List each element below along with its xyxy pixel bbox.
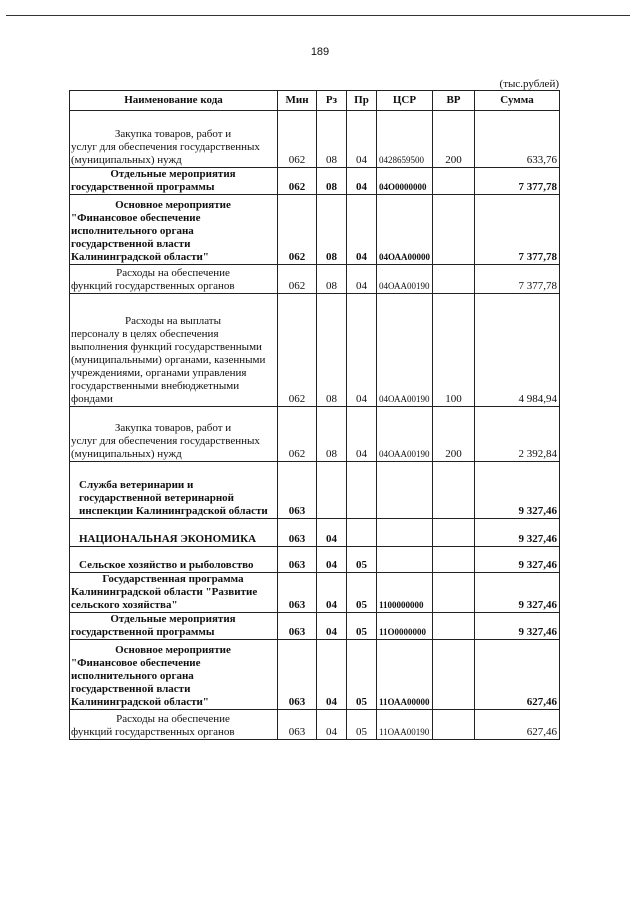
row-name-line: Закупка товаров, работ и [114, 128, 232, 140]
row-vr [433, 265, 475, 294]
row-csr: 11ОАА00190 [377, 710, 433, 740]
row-min: 062 [278, 407, 317, 462]
row-name-line: инспекции Калининградской области [79, 505, 268, 517]
row-pr: 04 [347, 294, 377, 407]
col-header-name: Наименование кода [70, 91, 278, 111]
row-pr: 05 [347, 710, 377, 740]
row-sum: 2 392,84 [475, 407, 560, 462]
table-row [70, 407, 560, 462]
row-name-line: "Финансовое обеспечение [71, 212, 201, 224]
table-row [70, 640, 560, 710]
row-sum: 9 327,46 [475, 547, 560, 573]
row-sum: 627,46 [475, 710, 560, 740]
row-vr [433, 640, 475, 710]
row-min: 063 [278, 640, 317, 710]
row-name-line: персоналу в целях обеспечения [71, 328, 219, 340]
row-name-line: Основное мероприятие [115, 644, 231, 656]
row-vr [433, 710, 475, 740]
row-name-line: услуг для обеспечения государственных [71, 141, 260, 153]
row-name [70, 195, 278, 265]
row-rz: 08 [317, 111, 347, 168]
row-name-line: Отдельные мероприятия [110, 613, 236, 625]
row-csr [377, 462, 433, 519]
row-name-line: Отдельные мероприятия [110, 168, 236, 180]
row-pr: 04 [347, 195, 377, 265]
row-rz: 04 [317, 710, 347, 740]
table-row [70, 710, 560, 740]
row-rz: 08 [317, 407, 347, 462]
budget-table [69, 90, 560, 740]
row-csr: 04ОАА00190 [377, 294, 433, 407]
row-name-line: Калининградской области" [71, 696, 209, 708]
row-name-line: государственными внебюджетными [71, 380, 240, 392]
row-pr: 04 [347, 111, 377, 168]
row-min: 063 [278, 613, 317, 640]
row-name-line: функций государственных органов [71, 726, 235, 738]
row-name-line: государственной программы [71, 181, 215, 193]
row-name [70, 640, 278, 710]
row-csr: 1100000000 [377, 573, 433, 613]
row-sum: 9 327,46 [475, 462, 560, 519]
row-csr: 04ОАА00190 [377, 265, 433, 294]
row-name [70, 710, 278, 740]
row-name-line: государственной власти [71, 238, 191, 250]
row-name [70, 519, 278, 547]
row-csr: 11ОАА00000 [377, 640, 433, 710]
row-sum: 7 377,78 [475, 265, 560, 294]
row-name [70, 547, 278, 573]
row-csr: 0428659500 [377, 111, 433, 168]
row-name [70, 168, 278, 195]
row-sum: 7 377,78 [475, 168, 560, 195]
row-vr [433, 613, 475, 640]
row-name-line: Расходы на обеспечение [116, 713, 230, 725]
row-name [70, 462, 278, 519]
row-vr: 200 [433, 407, 475, 462]
row-name-line: фондами [71, 393, 113, 405]
col-header-sum: Сумма [475, 91, 560, 111]
row-rz: 08 [317, 265, 347, 294]
row-vr: 200 [433, 111, 475, 168]
row-min: 063 [278, 573, 317, 613]
row-pr [347, 519, 377, 547]
row-min: 062 [278, 168, 317, 195]
row-rz [317, 462, 347, 519]
row-min: 063 [278, 710, 317, 740]
row-min: 063 [278, 519, 317, 547]
table-row [70, 519, 560, 547]
row-sum: 9 327,46 [475, 573, 560, 613]
row-sum: 627,46 [475, 640, 560, 710]
row-rz: 04 [317, 573, 347, 613]
row-vr [433, 519, 475, 547]
col-header-min: Мин [278, 91, 317, 111]
row-vr [433, 168, 475, 195]
col-header-csr: ЦСР [377, 91, 433, 111]
row-name-line: Государственная программа [102, 573, 244, 585]
row-name-line: услуг для обеспечения государственных [71, 435, 260, 447]
row-csr: 04ОАА00000 [377, 195, 433, 265]
table-row [70, 547, 560, 573]
row-name [70, 294, 278, 407]
row-sum: 633,76 [475, 111, 560, 168]
row-min: 062 [278, 294, 317, 407]
row-sum: 9 327,46 [475, 613, 560, 640]
row-name [70, 265, 278, 294]
row-pr: 05 [347, 573, 377, 613]
row-name-line: "Финансовое обеспечение [71, 657, 201, 669]
row-pr: 05 [347, 613, 377, 640]
col-header-rz: Рз [317, 91, 347, 111]
row-pr: 05 [347, 547, 377, 573]
row-vr [433, 195, 475, 265]
row-pr: 04 [347, 168, 377, 195]
row-min: 062 [278, 265, 317, 294]
row-pr: 04 [347, 407, 377, 462]
row-rz: 08 [317, 195, 347, 265]
row-name-line: учреждениями, органами управления [71, 367, 247, 379]
row-name-line: Служба ветеринарии и [79, 479, 194, 491]
row-sum: 9 327,46 [475, 519, 560, 547]
row-vr: 100 [433, 294, 475, 407]
table-row [70, 111, 560, 168]
table-header [70, 91, 560, 111]
row-name-line: государственной программы [71, 626, 215, 638]
row-sum: 4 984,94 [475, 294, 560, 407]
row-vr [433, 462, 475, 519]
row-pr [347, 462, 377, 519]
row-min: 062 [278, 111, 317, 168]
row-name-line: сельского хозяйства" [71, 599, 178, 611]
row-name-line: Расходы на выплаты [124, 315, 221, 327]
row-vr [433, 573, 475, 613]
row-name [70, 613, 278, 640]
page-number: 189 [310, 46, 330, 58]
row-name-line: Основное мероприятие [115, 199, 231, 211]
row-name-line: функций государственных органов [71, 280, 235, 292]
row-rz: 04 [317, 640, 347, 710]
row-pr: 04 [347, 265, 377, 294]
table-row [70, 462, 560, 519]
row-sum: 7 377,78 [475, 195, 560, 265]
table-row [70, 195, 560, 265]
row-csr [377, 547, 433, 573]
row-pr: 05 [347, 640, 377, 710]
row-name-line: государственной власти [71, 683, 191, 695]
row-name-line: Закупка товаров, работ и [114, 422, 232, 434]
row-name-line: НАЦИОНАЛЬНАЯ ЭКОНОМИКА [79, 533, 257, 545]
row-vr [433, 547, 475, 573]
table-row [70, 168, 560, 195]
table-row [70, 265, 560, 294]
row-name-line: Расходы на обеспечение [116, 267, 230, 279]
table-row [70, 294, 560, 407]
row-name-line: (муниципальных) нужд [71, 154, 182, 166]
row-min: 063 [278, 547, 317, 573]
row-rz: 04 [317, 613, 347, 640]
row-rz: 04 [317, 547, 347, 573]
top-rule [6, 15, 630, 16]
row-min: 062 [278, 195, 317, 265]
row-rz: 08 [317, 294, 347, 407]
col-header-vr: ВР [433, 91, 475, 111]
row-csr [377, 519, 433, 547]
row-csr: 04ОАА00190 [377, 407, 433, 462]
table-row [70, 613, 560, 640]
row-rz: 08 [317, 168, 347, 195]
row-rz: 04 [317, 519, 347, 547]
row-name-line: Калининградской области" [71, 251, 209, 263]
row-name-line: (муниципальных) нужд [71, 448, 182, 460]
row-name [70, 573, 278, 613]
row-name-line: (муниципальными) органами, казенными [71, 354, 266, 366]
row-csr: 04О0000000 [377, 168, 433, 195]
row-min: 063 [278, 462, 317, 519]
row-name [70, 111, 278, 168]
row-name-line: исполнительного органа [71, 225, 194, 237]
row-name-line: Калининградской области "Развитие [71, 586, 258, 598]
row-name-line: выполнения функций государственными [71, 341, 262, 353]
row-name [70, 407, 278, 462]
row-name-line: Сельское хозяйство и рыболовство [79, 559, 254, 571]
row-name-line: государственной ветеринарной [79, 492, 235, 504]
table-body [70, 111, 560, 740]
units-label: (тыс.рублей) [499, 78, 559, 90]
row-name-line: исполнительного органа [71, 670, 194, 682]
table-row [70, 573, 560, 613]
header-row [70, 91, 560, 111]
row-csr: 11О0000000 [377, 613, 433, 640]
col-header-pr: Пр [347, 91, 377, 111]
